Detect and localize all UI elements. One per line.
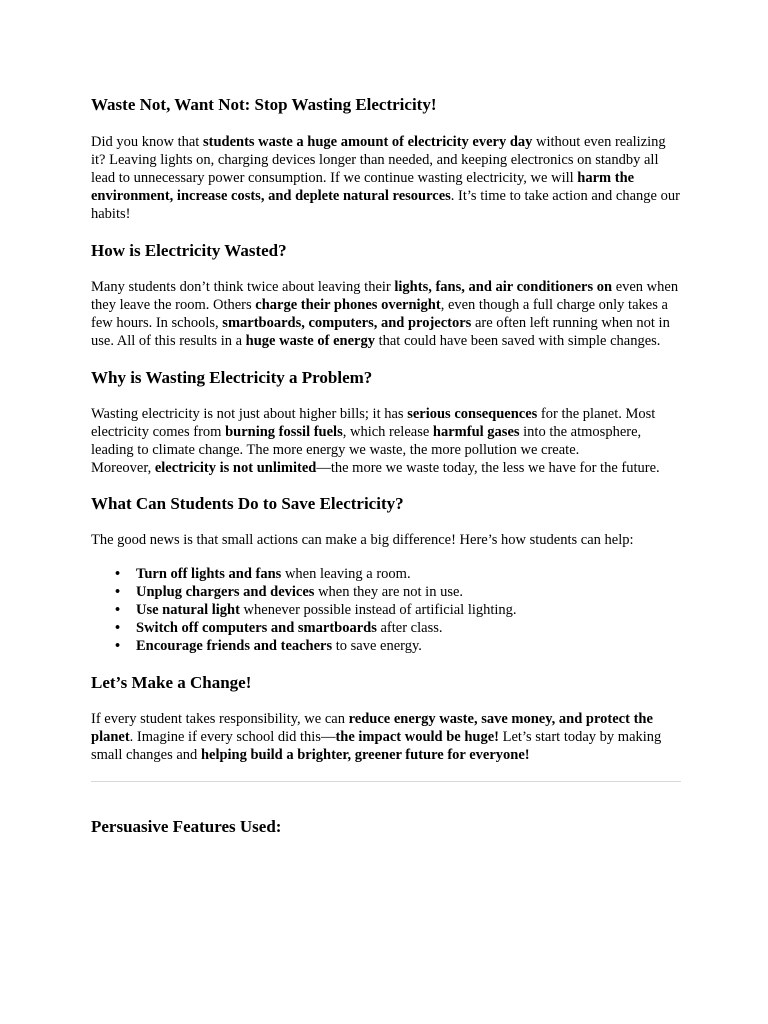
why-problem-paragraph: Wasting electricity is not just about higher bills; it has serious consequences for the planet. Most electricity comes from burning fossil fuels, which release harmful gases into the atmosphere, leading to climate change. The more energy we waste, the more pollution we create. Moreover, electricity is not unlimited—the more we waste today, the less we have for the future.: [91, 406, 660, 476]
bold-emphasis: huge waste of energy: [245, 333, 375, 349]
list-item-text: when leaving a room.: [281, 566, 411, 582]
list-item-text: after class.: [376, 620, 443, 636]
bold-emphasis: helping build a brighter, greener future for everyone!: [200, 747, 530, 763]
bold-emphasis: reduce energy waste, save money, and protect the planet: [91, 711, 653, 745]
bold-emphasis: electricity is not unlimited: [154, 460, 317, 476]
list-item: [136, 601, 681, 619]
list-item: [136, 583, 681, 601]
bold-emphasis: students waste a huge amount of electricity every day: [202, 134, 533, 150]
how-wasted-paragraph: Many students don’t think twice about leaving their lights, fans, and air conditioners on even when they leave the room. Others charge their phones overnight, even though a full charge only takes a few hours. In schools, smartboards, computers, and projectors are often left running when not in use. All of this results in a huge waste of energy that could have been saved with simple changes.: [91, 279, 679, 349]
list-item-bold: Use natural light: [136, 602, 240, 618]
list-item: [136, 619, 681, 637]
list-item: [136, 565, 681, 583]
tips-list: [91, 565, 681, 655]
list-item-text: when they are not in use.: [314, 584, 464, 600]
document-title: Waste Not, Want Not: Stop Wasting Electricity!: [91, 95, 437, 114]
section-heading-make-change: Let’s Make a Change!: [91, 673, 252, 692]
horizontal-divider: [91, 781, 681, 782]
what-students-can-do-paragraph: The good news is that small actions can make a big difference! Here’s how students can help:: [91, 532, 634, 548]
list-item-text: whenever possible instead of artificial lighting.: [239, 602, 517, 618]
bold-emphasis: lights, fans, and air conditioners on: [394, 279, 613, 295]
list-item-bold: Unplug chargers and devices: [136, 584, 315, 600]
bold-emphasis: burning fossil fuels: [225, 424, 343, 440]
section-heading-why-problem: Why is Wasting Electricity a Problem?: [91, 368, 373, 387]
section-heading-how-wasted: How is Electricity Wasted?: [91, 241, 287, 260]
list-item-bold: Switch off computers and smartboards: [136, 620, 377, 636]
bold-emphasis: the impact would be huge!: [335, 729, 499, 745]
bold-emphasis: harmful gases: [432, 424, 520, 440]
document-page: [91, 84, 681, 838]
bold-emphasis: smartboards, computers, and projectors: [222, 315, 472, 331]
list-item: [136, 637, 681, 655]
bold-emphasis: charge their phones overnight: [255, 297, 441, 313]
list-item-bold: Encourage friends and teachers: [136, 638, 333, 654]
section-heading-persuasive-features: Persuasive Features Used:: [91, 817, 282, 836]
list-item-text: to save energy.: [332, 638, 422, 654]
section-heading-what-students-can-do: What Can Students Do to Save Electricity?: [91, 494, 404, 513]
list-item-bold: Turn off lights and fans: [136, 566, 282, 582]
make-change-paragraph: If every student takes responsibility, we can reduce energy waste, save money, and protect the planet. Imagine if every school did this—the impact would be huge! Let’s start today by making small changes and helping build a brighter, greener future for everyone!: [91, 711, 662, 763]
bold-emphasis: harm the environment, increase costs, and deplete natural resources: [91, 170, 635, 204]
bold-emphasis: serious consequences: [407, 406, 538, 422]
intro-paragraph: Did you know that students waste a huge amount of electricity every day without even realizing it? Leaving lights on, charging devices longer than needed, and keeping electronics on standby all lead to unnecessary power consumption. If we continue wasting electricity, we will harm the environment, increase costs, and deplete natural resources. It’s time to take action and change our habits!: [91, 134, 680, 222]
